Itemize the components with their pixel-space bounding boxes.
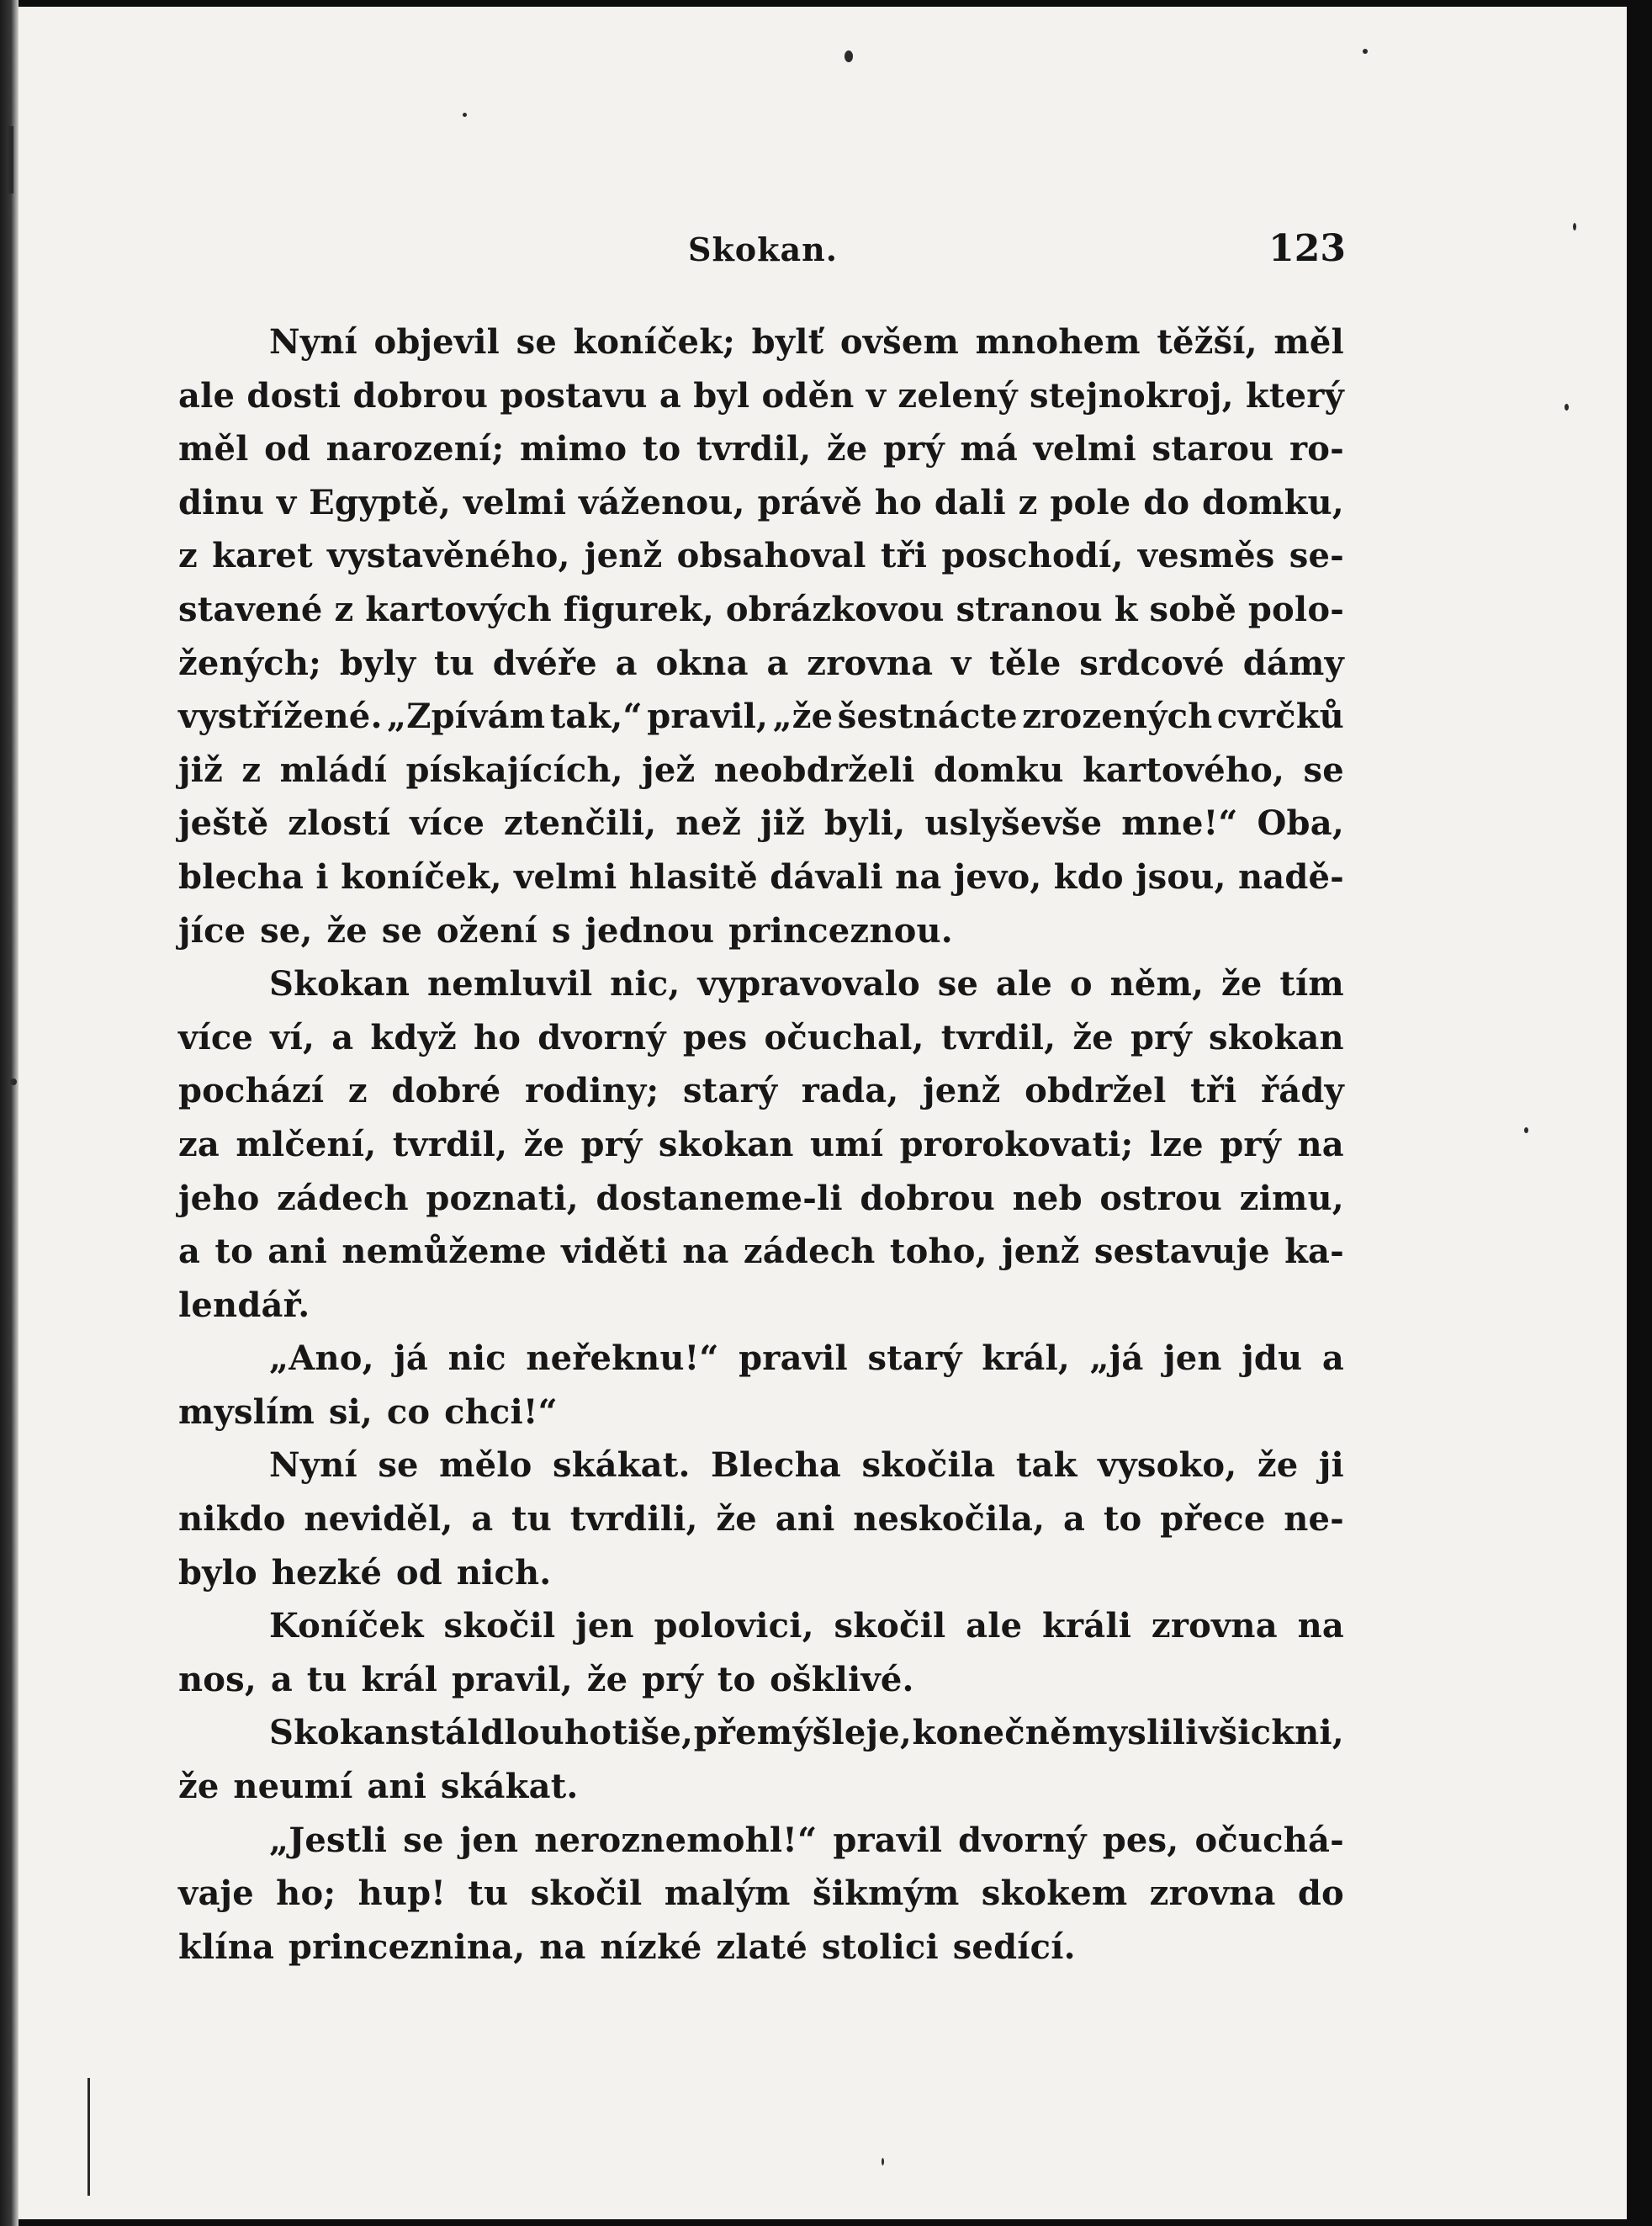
speck — [10, 1079, 17, 1085]
margin-mark — [8, 126, 13, 193]
text-line: bylo hezké od nich. — [178, 1552, 552, 1593]
speck — [845, 50, 853, 62]
text-line: blecha i koníček, velmi hlasitě dávali na jevo, kdo jsou, nadě- — [178, 856, 1344, 897]
text-line: Skokan nemluvil nic, vypravovalo se ale o něm, že tím — [269, 964, 1344, 1004]
speck — [1524, 1127, 1528, 1133]
speck — [463, 113, 467, 117]
text-line: dinu v Egyptě, velmi váženou, právě ho dali z pole do domku, — [178, 482, 1344, 522]
text-line: „Ano, já nic neřeknu!“ pravil starý král, „já jen jdu a — [269, 1338, 1344, 1379]
text-line: Nyní se mělo skákat. Blecha skočila tak vysoko, že ji — [269, 1445, 1344, 1486]
text-line: vystřížené. „Zpívám tak,“ pravil, „že šestnácte zrozených cvrčků — [178, 697, 1344, 737]
text-line: více ví, a když ho dvorný pes očuchal, tvrdil, že prý skokan — [178, 1017, 1344, 1057]
text-line: stavené z kartových figurek, obrázkovou stranou k sobě polo- — [178, 589, 1344, 629]
speck — [1363, 49, 1368, 54]
text-line: lendář. — [178, 1285, 310, 1325]
text-line: Skokan stál dlouho tiše, přemýšleje, konečně myslili všickni, — [269, 1713, 1344, 1753]
text-line: nos, a tu král pravil, že prý to ošklivé. — [178, 1659, 914, 1699]
text-line: z karet vystavěného, jenž obsahoval tři poschodí, vesměs se- — [178, 536, 1344, 576]
text-line: nikdo neviděl, a tu tvrdili, že ani neskočila, a to přece ne- — [178, 1499, 1344, 1540]
running-head — [183, 227, 1346, 278]
margin-mark — [87, 2078, 90, 2196]
text-line: žených; byly tu dvéře a okna a zrovna v těle srdcové dámy — [178, 643, 1344, 683]
text-line: Koníček skočil jen polovici, skočil ale králi zrovna na — [269, 1606, 1344, 1646]
text-line: Nyní objevil se koníček; bylť ovšem mnohem těžší, měl — [269, 322, 1344, 362]
text-line: klína princeznina, na nízké zlaté stolici sedící. — [178, 1927, 1076, 1967]
body-text — [178, 315, 1344, 1974]
speck — [1573, 223, 1576, 231]
running-title: Skokan. — [688, 231, 838, 268]
text-line: myslím si, co chci!“ — [178, 1391, 558, 1432]
text-line: ještě zlostí více ztenčili, než již byli, uslyševše mne!“ Oba, — [178, 803, 1344, 844]
text-line: za mlčení, tvrdil, že prý skokan umí prorokovati; lze prý na — [178, 1124, 1344, 1164]
text-line: ale dosti dobrou postavu a byl oděn v zelený stejnokroj, který — [178, 375, 1344, 416]
speck — [1565, 404, 1569, 411]
text-line: že neumí ani skákat. — [178, 1767, 579, 1807]
page-number: 123 — [1268, 227, 1346, 270]
speck — [882, 2158, 884, 2165]
binding-edge — [0, 0, 19, 2226]
text-line: jíce se, že se ožení s jednou princeznou. — [178, 910, 953, 951]
text-line: pochází z dobré rodiny; starý rada, jenž obdržel tři řády — [178, 1071, 1344, 1111]
text-line: „Jestli se jen neroznemohl!“ pravil dvorný pes, očuchá- — [269, 1820, 1344, 1860]
text-line: jeho zádech poznati, dostaneme-li dobrou neb ostrou zimu, — [178, 1178, 1344, 1218]
text-line: měl od narození; mimo to tvrdil, že prý má velmi starou ro- — [178, 429, 1344, 469]
text-line: vaje ho; hup! tu skočil malým šikmým skokem zrovna do — [178, 1874, 1344, 1914]
text-line: již z mládí pískajících, jež neobdrželi domku kartového, se — [178, 750, 1344, 790]
text-line: a to ani nemůžeme viděti na zádech toho, jenž sestavuje ka- — [178, 1232, 1344, 1272]
